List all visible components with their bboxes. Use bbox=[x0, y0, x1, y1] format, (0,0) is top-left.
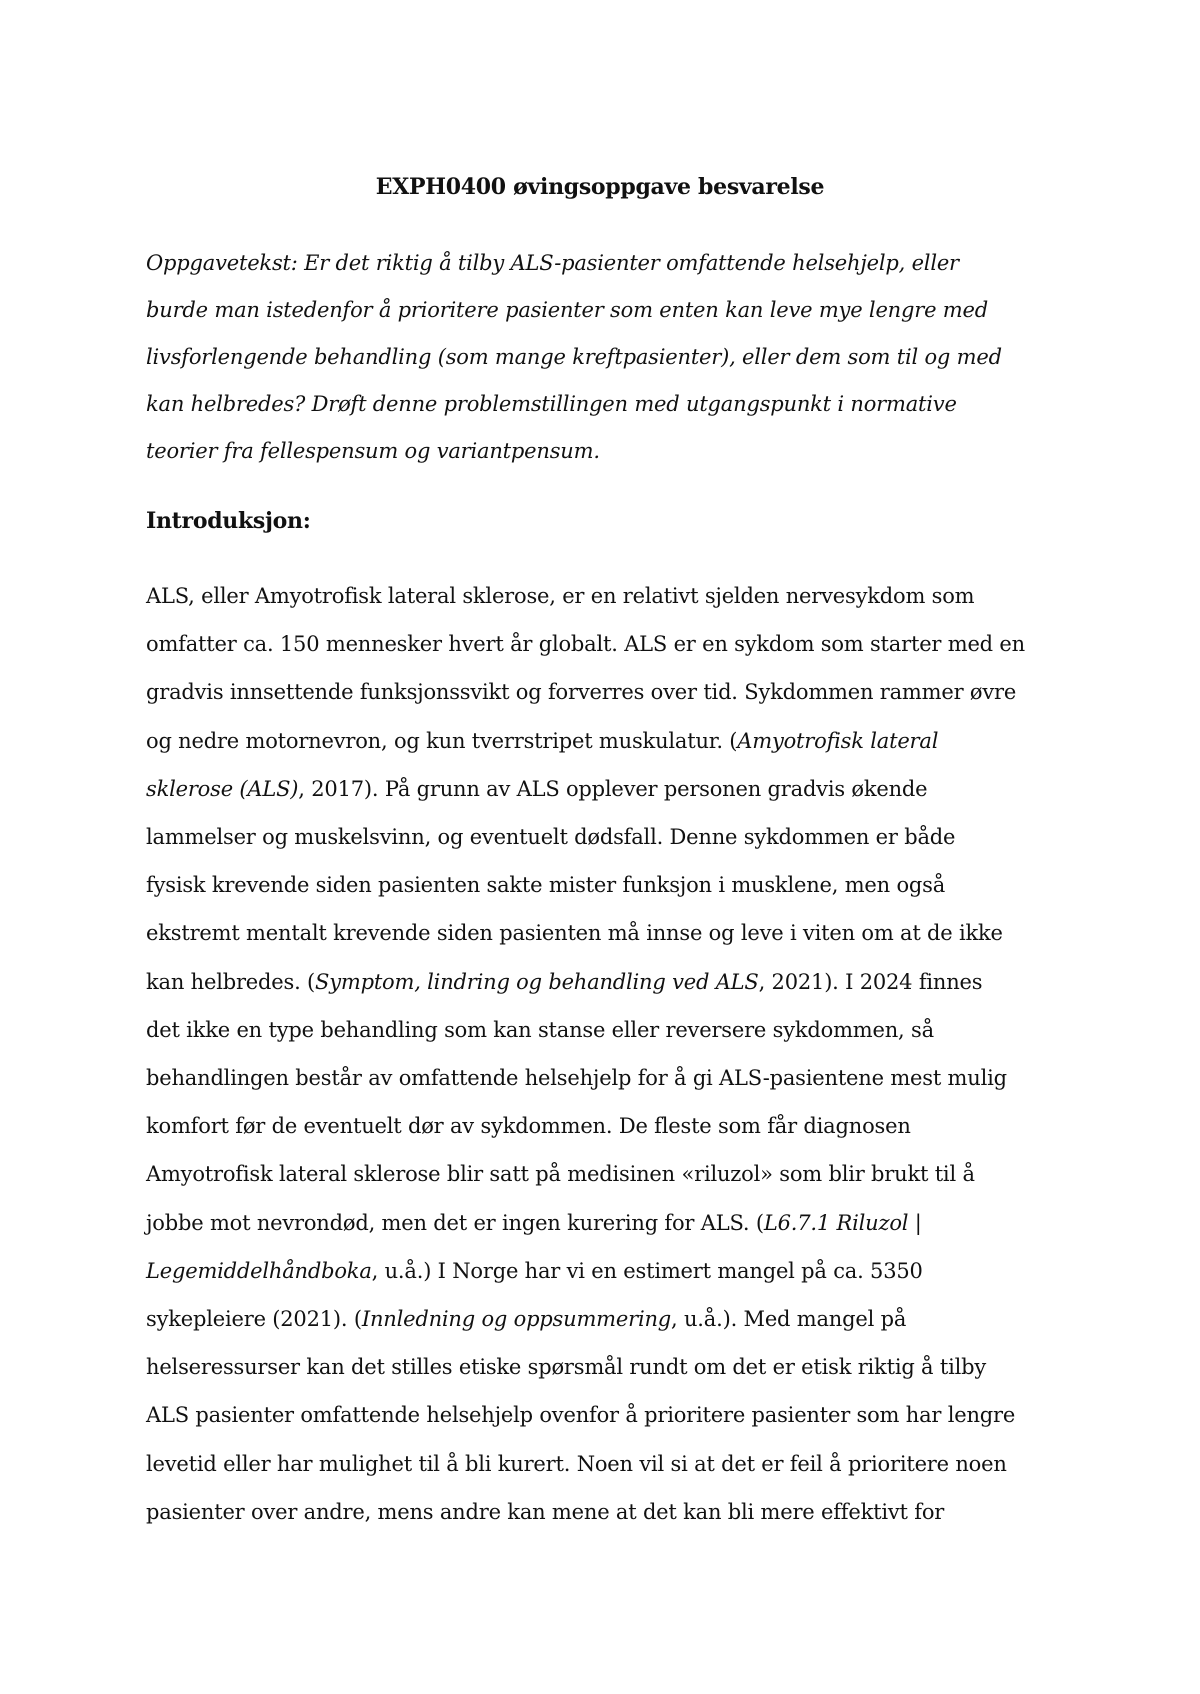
document-title: EXPH0400 øvingsoppgave besvarelse bbox=[375, 174, 825, 200]
body-line bbox=[146, 958, 1076, 1006]
body-line bbox=[146, 765, 1076, 813]
assignment-line: kan helbredes? Drøft denne problemstillingen med utgangspunkt i normative bbox=[146, 392, 957, 416]
body-text-segment: , u.å.). Med mangel på bbox=[671, 1307, 907, 1332]
body-line: det ikke en type behandling som kan stanse eller reversere sykdommen, så bbox=[146, 1017, 934, 1042]
citation-title: Amyotrofisk lateral bbox=[737, 728, 939, 753]
body-line: fysisk krevende siden pasienten sakte mister funksjon i musklene, men også bbox=[146, 873, 946, 898]
body-line: omfatter ca. 150 mennesker hvert år globalt. ALS er en sykdom som starter med en bbox=[146, 632, 1025, 657]
body-line: lammelser og muskelsvinn, og eventuelt dødsfall. Denne sykdommen er både bbox=[146, 825, 956, 850]
body-line: ekstremt mentalt krevende siden pasienten må innse og leve i viten om at de ikke bbox=[146, 921, 1003, 946]
citation-title: sklerose (ALS) bbox=[146, 776, 299, 801]
body-line: Amyotrofisk lateral sklerose blir satt på medisinen «riluzol» som blir brukt til å bbox=[146, 1162, 975, 1187]
body-line: behandlingen består av omfattende helsehjelp for å gi ALS-pasientene mest mulig bbox=[146, 1066, 1007, 1091]
assignment-text bbox=[146, 240, 1046, 475]
body-line: levetid eller har mulighet til å bli kurert. Noen vil si at det er feil å prioritere noen bbox=[146, 1451, 1007, 1476]
body-line: ALS pasienter omfattende helsehjelp ovenfor å prioritere pasienter som har lengre bbox=[146, 1403, 1016, 1428]
body-line: pasienter over andre, mens andre kan mene at det kan bli mere effektivt for bbox=[146, 1499, 945, 1524]
assignment-line: teorier fra fellespensum og variantpensum. bbox=[146, 439, 600, 463]
body-text-segment: kan helbredes. ( bbox=[146, 969, 316, 994]
body-line: komfort før de eventuelt dør av sykdommen. De fleste som får diagnosen bbox=[146, 1114, 911, 1139]
assignment-line: Oppgavetekst: Er det riktig å tilby ALS-pasienter omfattende helsehjelp, eller bbox=[146, 251, 959, 275]
body-text-segment: , u.å.) I Norge har vi en estimert mangel på ca. 5350 bbox=[371, 1258, 923, 1283]
citation-title: Innledning og oppsummering bbox=[361, 1307, 672, 1332]
body-line: ALS, eller Amyotrofisk lateral sklerose, er en relativt sjelden nervesykdom som bbox=[146, 584, 975, 608]
assignment-line: livsforlengende behandling (som mange kreftpasienter), eller dem som til og med bbox=[146, 345, 1002, 369]
body-text-segment: sykepleiere (2021). ( bbox=[146, 1307, 362, 1332]
body-text-segment: , 2017). På grunn av ALS opplever personen gradvis økende bbox=[298, 776, 928, 801]
body-text-segment: jobbe mot nevrondød, men det er ingen kurering for ALS. ( bbox=[146, 1210, 764, 1235]
body-line bbox=[146, 717, 1076, 765]
body-line bbox=[146, 1199, 1076, 1247]
body-text-segment: og nedre motornevron, og kun tverrstripet muskulatur. ( bbox=[146, 728, 738, 753]
citation-title: L6.7.1 Riluzol | bbox=[763, 1210, 922, 1235]
body-line bbox=[146, 1247, 1076, 1295]
citation-title: Legemiddelhåndboka bbox=[146, 1258, 372, 1283]
section-heading-introduction: Introduksjon: bbox=[146, 508, 311, 534]
body-line: gradvis innsettende funksjonssvikt og forverres over tid. Sykdommen rammer øvre bbox=[146, 680, 1017, 705]
assignment-line: burde man istedenfor å prioritere pasienter som enten kan leve mye lengre med bbox=[146, 298, 988, 322]
introduction-body bbox=[146, 572, 1076, 1536]
body-line bbox=[146, 1295, 1076, 1343]
body-text-segment: , 2021). I 2024 finnes bbox=[758, 969, 983, 994]
citation-title: Symptom, lindring og behandling ved ALS bbox=[315, 969, 759, 994]
body-line: helseressurser kan det stilles etiske spørsmål rundt om det er etisk riktig å tilby bbox=[146, 1355, 987, 1380]
